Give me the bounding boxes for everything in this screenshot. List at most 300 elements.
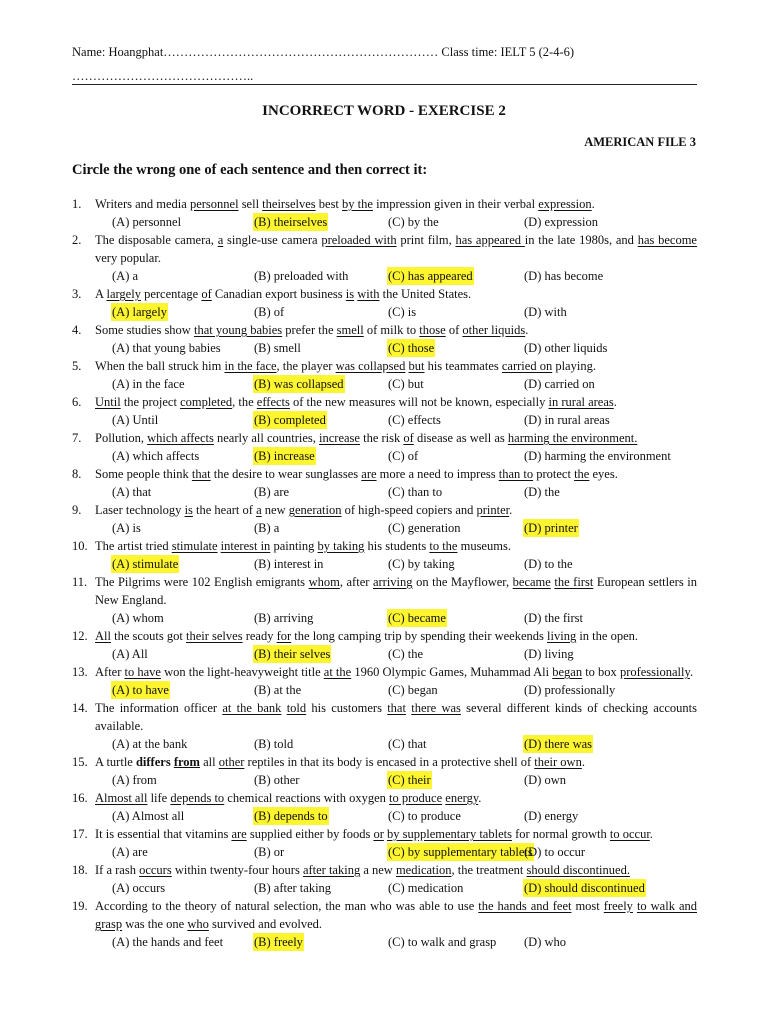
answer-option[interactable]: (B) or (254, 845, 285, 859)
sentence-text: Some people think (95, 467, 192, 481)
sentence-text: Pollution, (95, 431, 148, 445)
answer-option[interactable]: (D) with (524, 305, 567, 319)
question-list (72, 195, 697, 951)
underlined-choice: became (512, 575, 551, 589)
header-divider (72, 84, 697, 85)
bold-word: differs (135, 755, 171, 769)
question-number: 4. (72, 323, 82, 337)
underlined-choice: has become (637, 233, 697, 247)
underlined-choice: with (357, 287, 380, 301)
question-number: 10. (72, 539, 88, 553)
question-number: 14. (72, 701, 88, 715)
sentence-text: A turtle (95, 755, 136, 769)
highlighted-answer-option[interactable]: (B) increase (254, 449, 315, 463)
answer-option[interactable]: (D) living (524, 647, 574, 661)
sentence-text: within twenty-four hours (171, 863, 303, 877)
underlined-choice: at the (323, 665, 352, 679)
underlined-choice: from (173, 755, 200, 769)
sentence-text: According to the theory of natural selection, the man who was able to use (95, 899, 479, 913)
answer-options (72, 555, 697, 573)
underlined-choice: depends to (170, 791, 225, 805)
sentence-text: was the one (122, 917, 188, 931)
question-item (72, 231, 697, 285)
sentence-text: the long camping trip by spending their weekends (291, 629, 548, 643)
answer-option[interactable]: (B) preloaded with (254, 269, 349, 283)
question-sentence (95, 573, 697, 609)
underlined-choice: personnel (189, 197, 239, 211)
sentence-text: The disposable camera, (95, 233, 218, 247)
sentence-text: ready (242, 629, 277, 643)
underlined-choice: the hands and feet (478, 899, 572, 913)
answer-options (72, 339, 697, 357)
underlined-choice: those (419, 323, 446, 337)
sentence-text: . (509, 503, 513, 517)
underlined-choice: largely (106, 287, 141, 301)
underlined-choice: told (286, 701, 307, 715)
answer-option[interactable]: (C) is (388, 305, 417, 319)
answer-options (72, 645, 697, 663)
answer-option[interactable]: (A) which affects (112, 449, 200, 463)
question-number: 7. (72, 431, 82, 445)
sentence-text: . (581, 755, 585, 769)
sentence-text: playing. (552, 359, 596, 373)
underlined-choice: was collapsed (335, 359, 406, 373)
answer-option[interactable]: (D) has become (524, 269, 604, 283)
underlined-choice: in rural areas (548, 395, 614, 409)
highlighted-answer-option[interactable]: (D) there was (524, 737, 593, 751)
sentence-text: the project (120, 395, 181, 409)
sentence-text: , after (339, 575, 373, 589)
answer-option[interactable]: (B) are (254, 485, 290, 499)
answer-option[interactable]: (B) of (254, 305, 285, 319)
underlined-choice: whom (308, 575, 340, 589)
answer-option[interactable]: (B) smell (254, 341, 301, 355)
answer-option[interactable]: (C) to produce (388, 809, 461, 823)
highlighted-answer-option[interactable]: (B) completed (254, 413, 326, 427)
question-item (72, 627, 697, 663)
answer-option[interactable]: (A) personnel (112, 215, 182, 229)
underlined-choice: the first (554, 575, 594, 589)
question-item (72, 897, 697, 951)
answer-options (72, 213, 697, 231)
highlighted-answer-option[interactable]: (D) should discontinued (524, 881, 645, 895)
sentence-text: painting (270, 539, 318, 553)
underlined-choice: than to (498, 467, 534, 481)
sentence-text: chemical reactions with oxygen (224, 791, 390, 805)
underlined-choice: increase (319, 431, 360, 445)
highlighted-answer-option[interactable]: (A) to have (112, 683, 169, 697)
sentence-text: most (571, 899, 604, 913)
question-sentence (95, 753, 697, 771)
underlined-choice: professionally (619, 665, 690, 679)
sentence-text: his teammates (424, 359, 502, 373)
highlighted-answer-option[interactable]: (A) largely (112, 305, 167, 319)
sentence-text: won the light-heavyweight title (160, 665, 324, 679)
sentence-text: museums. (457, 539, 511, 553)
sentence-text: of high-speed copiers and (341, 503, 477, 517)
answer-option[interactable]: (A) whom (112, 611, 164, 625)
question-item (72, 321, 697, 357)
sentence-text: print film, (396, 233, 456, 247)
underlined-choice: that (191, 467, 211, 481)
answer-option[interactable]: (A) that young babies (112, 341, 221, 355)
sentence-text: sell (238, 197, 263, 211)
answer-option[interactable]: (D) own (524, 773, 567, 787)
underlined-choice: by the (342, 197, 373, 211)
answer-option[interactable]: (A) from (112, 773, 157, 787)
underlined-choice: harming the environment. (507, 431, 638, 445)
underlined-choice: smell (336, 323, 364, 337)
underlined-choice: to have (124, 665, 161, 679)
underlined-choice: other (218, 755, 245, 769)
page-title: INCORRECT WORD - EXERCISE 2 (262, 103, 506, 119)
question-item (72, 393, 697, 429)
sentence-text: The information officer (95, 701, 223, 715)
question-item (72, 573, 697, 627)
underlined-choice: their selves (185, 629, 243, 643)
sentence-text: . (525, 323, 529, 337)
sentence-text: the scouts got (110, 629, 186, 643)
underlined-choice: began (552, 665, 583, 679)
answer-options (72, 771, 697, 789)
answer-option[interactable]: (B) after taking (254, 881, 332, 895)
question-number: 11. (72, 575, 88, 589)
sentence-text: Some studies show (95, 323, 194, 337)
underlined-choice: that (387, 701, 406, 715)
question-number: 8. (72, 467, 82, 481)
question-number: 16. (72, 791, 88, 805)
underlined-choice: their own (534, 755, 582, 769)
answer-option[interactable]: (A) Until (112, 413, 159, 427)
question-item (72, 501, 697, 537)
sentence-text: a new (360, 863, 396, 877)
underlined-choice: is (345, 287, 355, 301)
answer-option[interactable]: (D) the first (524, 611, 584, 625)
underlined-choice: occurs (139, 863, 172, 877)
highlighted-answer-option[interactable]: (B) their selves (254, 647, 331, 661)
question-number: 13. (72, 665, 88, 679)
highlighted-answer-option[interactable]: (C) those (388, 341, 435, 355)
answer-option[interactable]: (A) in the face (112, 377, 185, 391)
question-sentence (95, 429, 697, 447)
highlighted-answer-option[interactable]: (B) was collapsed (254, 377, 344, 391)
sentence-text: , the (232, 395, 257, 409)
sentence-text: the risk (359, 431, 404, 445)
question-sentence (95, 537, 697, 555)
underlined-choice: or (373, 827, 384, 841)
answer-option[interactable]: (A) the hands and feet (112, 935, 224, 949)
answer-option[interactable]: (A) a (112, 269, 139, 283)
sentence-text: disease as well as (413, 431, 508, 445)
answer-option[interactable]: (A) occurs (112, 881, 166, 895)
question-item (72, 537, 697, 573)
underlined-choice: arriving (372, 575, 413, 589)
sentence-text: European settlers in New England. (95, 575, 697, 607)
question-number: 1. (72, 197, 82, 211)
answer-option[interactable]: (D) who (524, 935, 567, 949)
sentence-text: impression given in their verbal (372, 197, 539, 211)
blank-dots-line: …………………………………….. (72, 69, 254, 83)
underlined-choice: Until (95, 395, 121, 409)
underlined-choice: theirselves (262, 197, 316, 211)
sentence-text: Writers and media (95, 197, 190, 211)
question-sentence (95, 285, 697, 303)
underlined-choice: to produce (389, 791, 443, 805)
question-sentence (95, 897, 697, 933)
answer-options (72, 735, 697, 753)
sentence-text: single-use camera (223, 233, 322, 247)
sentence-text: very popular. (95, 251, 161, 265)
question-sentence (95, 627, 697, 645)
sentence-text: the heart of (192, 503, 257, 517)
answer-option[interactable]: (C) than to (388, 485, 443, 499)
answer-option[interactable]: (D) to occur (524, 845, 586, 859)
underlined-choice: effects (256, 395, 290, 409)
question-number: 9. (72, 503, 82, 517)
sentence-text: The Pilgrims were 102 English emigrants (95, 575, 309, 589)
question-item (72, 195, 697, 231)
sentence-text: in the open. (576, 629, 638, 643)
answer-options (72, 807, 697, 825)
answer-option[interactable]: (B) arriving (254, 611, 314, 625)
sentence-text: percentage (140, 287, 202, 301)
answer-option[interactable]: (A) that (112, 485, 152, 499)
question-sentence (95, 393, 697, 411)
answer-options (72, 681, 697, 699)
answer-options (72, 447, 697, 465)
sentence-text: prefer the (282, 323, 337, 337)
answer-option[interactable]: (D) to the (524, 557, 573, 571)
question-number: 17. (72, 827, 88, 841)
underlined-choice: after taking (302, 863, 361, 877)
underlined-choice: carried on (501, 359, 553, 373)
answer-option[interactable]: (D) the (524, 485, 560, 499)
underlined-choice: energy (445, 791, 479, 805)
underlined-choice: to the (429, 539, 458, 553)
question-sentence (95, 501, 697, 519)
sentence-text: eyes. (589, 467, 618, 481)
sentence-text: on the Mayflower, (412, 575, 513, 589)
underlined-choice: should discontinued. (526, 863, 630, 877)
question-sentence (95, 699, 697, 735)
answer-option[interactable]: (C) medication (388, 881, 464, 895)
answer-option[interactable]: (C) by the (388, 215, 439, 229)
answer-options (72, 483, 697, 501)
answer-option[interactable]: (C) effects (388, 413, 441, 427)
underlined-choice: stimulate (171, 539, 218, 553)
answer-option[interactable]: (D) carried on (524, 377, 595, 391)
answer-option[interactable]: (B) at the (254, 683, 302, 697)
sentence-text: several different kinds of checking accounts available. (95, 701, 698, 733)
underlined-choice: completed (180, 395, 233, 409)
highlighted-answer-option[interactable]: (B) depends to (254, 809, 328, 823)
sentence-text: . (689, 665, 694, 679)
answer-option[interactable]: (A) is (112, 521, 141, 535)
sentence-text: of milk to (363, 323, 420, 337)
sentence-text: , the treatment (451, 863, 527, 877)
underlined-choice: other liquids (462, 323, 526, 337)
answer-option[interactable]: (D) expression (524, 215, 598, 229)
sentence-text: more a need to impress (376, 467, 499, 481)
question-item (72, 465, 697, 501)
question-sentence (95, 195, 697, 213)
underlined-choice: is (184, 503, 193, 517)
sentence-text: , the player (276, 359, 336, 373)
sentence-text: Laser technology (95, 503, 185, 517)
sentence-text: A (95, 287, 107, 301)
sentence-text: the United States. (379, 287, 472, 301)
underlined-choice: to walk and grasp (95, 899, 697, 931)
underlined-choice: for (276, 629, 292, 643)
sentence-text: best (315, 197, 343, 211)
underlined-choice: generation (288, 503, 342, 517)
sentence-text: It is essential that vitamins (95, 827, 232, 841)
sentence-text: the desire to wear sunglasses (210, 467, 362, 481)
sentence-text: After (95, 665, 125, 679)
question-item (72, 663, 697, 699)
highlighted-answer-option[interactable]: (D) printer (524, 521, 578, 535)
answer-option[interactable]: (C) the (388, 647, 424, 661)
answer-option[interactable]: (C) to walk and grasp (388, 935, 497, 949)
question-item (72, 753, 697, 789)
question-item (72, 861, 697, 897)
underlined-choice: of (201, 287, 212, 301)
answer-option[interactable]: (A) at the bank (112, 737, 188, 751)
answer-option[interactable]: (D) professionally (524, 683, 616, 697)
underlined-choice: freely (603, 899, 633, 913)
highlighted-answer-option[interactable]: (C) by supplementary tablets (388, 845, 533, 859)
underlined-choice: has appeared (455, 233, 525, 247)
sentence-text: The artist tried (95, 539, 172, 553)
sentence-text: . (649, 827, 653, 841)
sentence-text: Canadian export business (211, 287, 346, 301)
underlined-choice: who (187, 917, 209, 931)
sentence-text: 1960 Olympic Games, Muhammad Ali (351, 665, 553, 679)
answer-option[interactable]: (C) began (388, 683, 438, 697)
sentence-text: of (445, 323, 463, 337)
answer-option[interactable]: (C) by taking (388, 557, 455, 571)
sentence-text: . (613, 395, 617, 409)
question-number: 19. (72, 899, 88, 913)
answer-option[interactable]: (A) Almost all (112, 809, 185, 823)
highlighted-answer-option[interactable]: (B) theirselves (254, 215, 328, 229)
underlined-choice: interest in (220, 539, 271, 553)
question-item (72, 699, 697, 753)
answer-option[interactable]: (B) other (254, 773, 300, 787)
sentence-text: . (591, 197, 595, 211)
sentence-text: his customers (306, 701, 388, 715)
question-number: 3. (72, 287, 82, 301)
answer-option[interactable]: (A) All (112, 647, 148, 661)
answer-options (72, 303, 697, 321)
question-item (72, 789, 697, 825)
answer-option[interactable]: (B) interest in (254, 557, 324, 571)
answer-option[interactable]: (C) generation (388, 521, 461, 535)
underlined-choice: to occur (609, 827, 650, 841)
question-number: 2. (72, 233, 82, 247)
answer-option[interactable]: (B) a (254, 521, 280, 535)
sentence-text: When the ball struck him (95, 359, 225, 373)
answer-options (72, 843, 697, 861)
underlined-choice: by supplementary tablets (386, 827, 512, 841)
sentence-text: . (478, 791, 482, 805)
sentence-text: supplied either by foods (246, 827, 374, 841)
sentence-text: all (199, 755, 219, 769)
sentence-text: his students (364, 539, 430, 553)
sentence-text: nearly all countries, (213, 431, 320, 445)
answer-options (72, 267, 697, 285)
answer-option[interactable]: (D) harming the environment (524, 449, 671, 463)
question-sentence (95, 861, 697, 879)
underlined-choice: of (403, 431, 414, 445)
answer-options (72, 375, 697, 393)
underlined-choice: but (408, 359, 425, 373)
question-sentence (95, 321, 697, 339)
question-sentence (95, 231, 697, 267)
question-sentence (95, 357, 697, 375)
question-number: 5. (72, 359, 82, 373)
highlighted-answer-option[interactable]: (C) became (388, 611, 446, 625)
underlined-choice: by taking (317, 539, 365, 553)
answer-options (72, 609, 697, 627)
answer-option[interactable]: (D) energy (524, 809, 579, 823)
answer-option[interactable]: (C) of (388, 449, 419, 463)
sentence-text: protect (533, 467, 575, 481)
sentence-text: new (261, 503, 289, 517)
answer-options (72, 879, 697, 897)
highlighted-answer-option[interactable]: (C) has appeared (388, 269, 473, 283)
answer-option[interactable]: (B) told (254, 737, 294, 751)
underlined-choice: a (217, 233, 224, 247)
underlined-choice: Almost all (95, 791, 148, 805)
highlighted-answer-option[interactable]: (A) stimulate (112, 557, 179, 571)
answer-option[interactable]: (A) are (112, 845, 148, 859)
underlined-choice: at the bank (222, 701, 282, 715)
underlined-choice: the (574, 467, 590, 481)
underlined-choice: All (95, 629, 111, 643)
highlighted-answer-option[interactable]: (B) freely (254, 935, 303, 949)
answer-option[interactable]: (D) in rural areas (524, 413, 610, 427)
answer-options (72, 519, 697, 537)
student-name-line: Name: Hoangphat………………………………………………………… Class time: IELT 5 (2-4-6) (72, 45, 575, 59)
question-number: 15. (72, 755, 88, 769)
underlined-choice: in the face (224, 359, 277, 373)
underlined-choice: there was (411, 701, 461, 715)
sentence-text: reptiles in that its body is encased in a protective shell of (244, 755, 535, 769)
question-sentence (95, 465, 697, 483)
highlighted-answer-option[interactable]: (C) their (388, 773, 431, 787)
sentence-text: in the late 1980s, and (524, 233, 638, 247)
sentence-text: If a rash (95, 863, 140, 877)
answer-option[interactable]: (C) that (388, 737, 427, 751)
question-number: 12. (72, 629, 88, 643)
answer-option[interactable]: (C) but (388, 377, 424, 391)
source-label: AMERICAN FILE 3 (584, 135, 696, 149)
sentence-text: survived and evolved. (208, 917, 323, 931)
sentence-text: life (147, 791, 171, 805)
question-sentence (95, 825, 697, 843)
question-item (72, 285, 697, 321)
underlined-choice: preloaded with (321, 233, 397, 247)
sentence-text: for normal growth (511, 827, 610, 841)
answer-option[interactable]: (D) other liquids (524, 341, 608, 355)
underlined-choice: living (547, 629, 577, 643)
question-sentence (95, 663, 697, 681)
underlined-choice: expression (538, 197, 592, 211)
underlined-choice: which affects (147, 431, 214, 445)
answer-options (72, 933, 697, 951)
sentence-text: to box (582, 665, 620, 679)
